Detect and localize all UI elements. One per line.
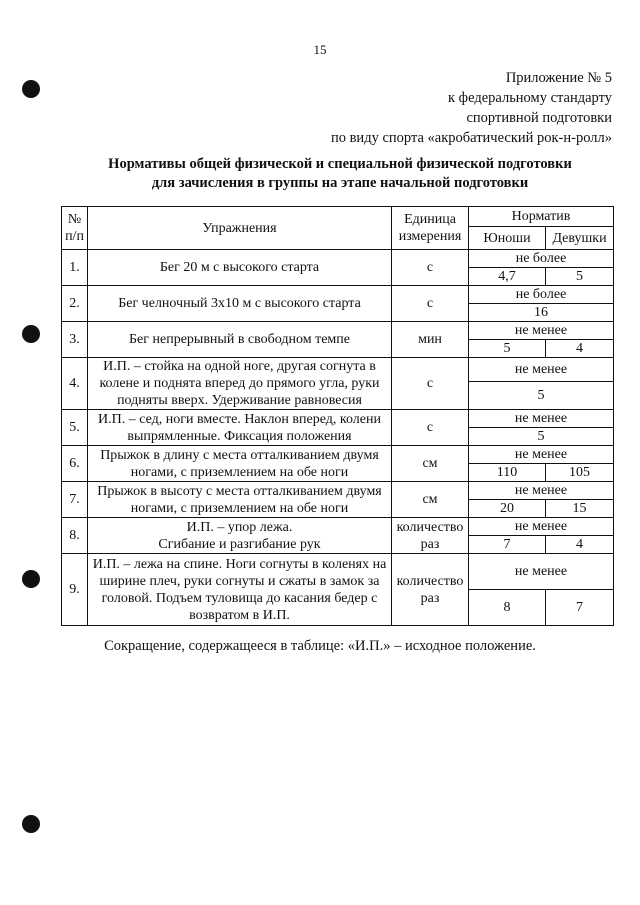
table-row xyxy=(62,286,614,304)
binder-hole xyxy=(22,570,40,588)
header-row xyxy=(62,207,614,227)
header-number: № п/п xyxy=(62,207,88,250)
row-exercise: И.П. – упор лежа. Сгибание и разгибание рук xyxy=(88,518,392,554)
row-boys-value: 5 xyxy=(469,340,546,358)
header-unit: Единица измерения xyxy=(392,207,469,250)
row-boys-value: 4,7 xyxy=(469,268,546,286)
row-shared-value: 5 xyxy=(469,382,614,410)
appendix-line: по виду спорта «акробатический рок-н-ролл» xyxy=(330,130,612,146)
table-row xyxy=(62,410,614,428)
appendix-line: спортивной подготовки xyxy=(466,110,612,126)
row-unit: с xyxy=(392,410,469,446)
table-row xyxy=(62,358,614,382)
row-condition: не менее xyxy=(469,410,614,428)
row-unit: с xyxy=(392,286,469,322)
row-condition: не менее xyxy=(469,554,614,590)
row-boys-value: 110 xyxy=(469,464,546,482)
row-unit: с xyxy=(392,250,469,286)
row-number: 4. xyxy=(62,358,88,410)
table-row xyxy=(62,250,614,268)
row-girls-value: 15 xyxy=(546,500,614,518)
row-exercise: И.П. – стойка на одной ноге, другая согнута в колене и поднята вперед до прямого угла, руки подняты вверх. Удерживание равновесия xyxy=(88,358,392,410)
binder-hole xyxy=(22,815,40,833)
binder-hole xyxy=(22,80,40,98)
table-row xyxy=(62,518,614,536)
row-condition: не менее xyxy=(469,518,614,536)
row-boys-value: 20 xyxy=(469,500,546,518)
document-title xyxy=(60,155,620,193)
appendix-line: к федеральному стандарту xyxy=(448,90,612,106)
row-girls-value: 4 xyxy=(546,340,614,358)
row-condition: не более xyxy=(469,250,614,268)
row-condition: не менее xyxy=(469,446,614,464)
table-row xyxy=(62,446,614,464)
row-number: 3. xyxy=(62,322,88,358)
row-shared-value: 5 xyxy=(469,428,614,446)
row-exercise: Бег челночный 3x10 м с высокого старта xyxy=(88,286,392,322)
row-boys-value: 7 xyxy=(469,536,546,554)
footnote: Сокращение, содержащееся в таблице: «И.П.» – исходное положение. xyxy=(104,638,536,654)
row-girls-value: 7 xyxy=(546,590,614,626)
row-number: 5. xyxy=(62,410,88,446)
table-row xyxy=(62,482,614,500)
row-condition: не более xyxy=(469,286,614,304)
row-unit: см xyxy=(392,482,469,518)
table-row xyxy=(62,322,614,340)
page-number: 15 xyxy=(313,42,327,57)
norms-table xyxy=(61,206,614,626)
row-unit: количество раз xyxy=(392,518,469,554)
row-unit: с xyxy=(392,358,469,410)
row-condition: не менее xyxy=(469,322,614,340)
row-exercise: И.П. – лежа на спине. Ноги согнуты в коленях на ширине плеч, руки согнуты и сжаты в замок за головой. Подъем туловища до касания бедер с возвратом в И.П. xyxy=(88,554,392,626)
appendix-header xyxy=(331,68,612,148)
row-number: 1. xyxy=(62,250,88,286)
row-girls-value: 5 xyxy=(546,268,614,286)
table-row xyxy=(62,554,614,590)
row-exercise: Прыжок в высоту с места отталкиванием двумя ногами, с приземлением на обе ноги xyxy=(88,482,392,518)
row-boys-value: 8 xyxy=(469,590,546,626)
row-number: 6. xyxy=(62,446,88,482)
row-unit: мин xyxy=(392,322,469,358)
row-exercise: Бег непрерывный в свободном темпе xyxy=(88,322,392,358)
row-shared-value: 16 xyxy=(469,304,614,322)
header-exercise: Упражнения xyxy=(88,207,392,250)
row-condition: не менее xyxy=(469,482,614,500)
binder-hole xyxy=(22,325,40,343)
row-number: 7. xyxy=(62,482,88,518)
row-exercise: И.П. – сед, ноги вместе. Наклон вперед, колени выпрямленные. Фиксация положения xyxy=(88,410,392,446)
row-unit: количество раз xyxy=(392,554,469,626)
row-number: 9. xyxy=(62,554,88,626)
header-boys: Юноши xyxy=(469,227,546,250)
row-number: 2. xyxy=(62,286,88,322)
title-line: для зачисления в группы на этапе начальной подготовки xyxy=(151,175,529,191)
row-exercise: Прыжок в длину с места отталкиванием двумя ногами, с приземлением на обе ноги xyxy=(88,446,392,482)
header-girls: Девушки xyxy=(546,227,614,250)
row-number: 8. xyxy=(62,518,88,554)
appendix-line: Приложение № 5 xyxy=(505,70,612,86)
row-unit: см xyxy=(392,446,469,482)
row-girls-value: 105 xyxy=(546,464,614,482)
row-exercise: Бег 20 м с высокого старта xyxy=(88,250,392,286)
row-girls-value: 4 xyxy=(546,536,614,554)
title-line: Нормативы общей физической и специальной физической подготовки xyxy=(108,156,572,172)
header-norm: Норматив xyxy=(469,207,614,227)
row-condition: не менее xyxy=(469,358,614,382)
